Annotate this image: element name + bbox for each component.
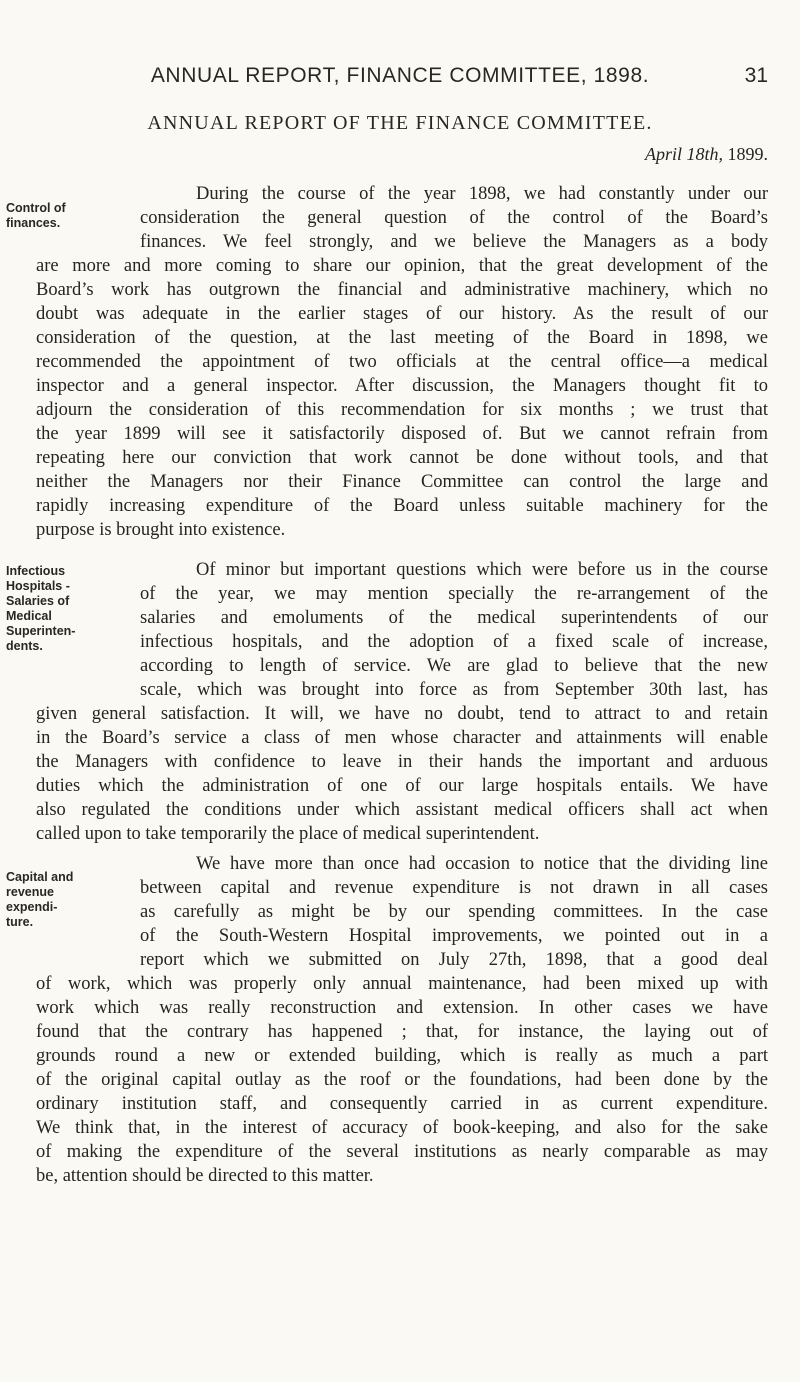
paragraph-line: according to length of service. We are glad to believe that the new bbox=[140, 656, 768, 676]
paragraph-line: We think that, in the interest of accuracy of book-keeping, and also for the sake bbox=[36, 1118, 768, 1138]
paragraph-line: inspector and a general inspector. After discussion, the Managers thought fit to bbox=[36, 376, 768, 396]
paragraph-line: of work, which was properly only annual maintenance, had been mixed up with bbox=[36, 974, 768, 994]
paragraph-capital-and-revenue bbox=[0, 852, 800, 1232]
paragraph-line: ordinary institution staff, and consequently carried in as current expenditure. bbox=[36, 1094, 768, 1114]
paragraph-line: the year 1899 will see it satisfactorily disposed of. But we cannot refrain from bbox=[36, 424, 768, 444]
paragraph-line: infectious hospitals, and the adoption of a fixed scale of increase, bbox=[140, 632, 768, 652]
paragraph-line: purpose is brought into existence. bbox=[36, 520, 286, 540]
paragraph-line: scale, which was brought into force as from September 30th last, has bbox=[140, 680, 768, 700]
page-number: 31 bbox=[744, 64, 768, 87]
paragraph-line: as carefully as might be by our spending committees. In the case bbox=[140, 902, 768, 922]
running-head bbox=[0, 64, 800, 104]
report-date-month-day: April 18th, bbox=[644, 144, 723, 164]
running-title: ANNUAL REPORT, FINANCE COMMITTEE, 1898. bbox=[150, 64, 650, 87]
paragraph-line: of the original capital outlay as the roof or the foundations, had been done by the bbox=[36, 1070, 768, 1090]
paragraph-line: recommended the appointment of two officials at the central office—a medical bbox=[36, 352, 768, 372]
margin-note-control-of-finances: Control of finances. bbox=[6, 201, 66, 230]
paragraph-line: We have more than once had occasion to notice that the dividing line bbox=[196, 854, 768, 874]
paragraph-line: salaries and emoluments of the medical superintendents of our bbox=[140, 608, 768, 628]
paragraph-line: doubt was adequate in the earlier stages of our history. As the result of our bbox=[36, 304, 768, 324]
report-heading: ANNUAL REPORT OF THE FINANCE COMMITTEE. bbox=[147, 112, 653, 134]
report-date-year: 1899. bbox=[727, 144, 768, 164]
margin-note-infectious-hospitals: Infectious Hospitals - Salaries of Medical Superinten- dents. bbox=[6, 564, 76, 653]
paragraph-line: of the South-Western Hospital improvements, we pointed out in a bbox=[140, 926, 768, 946]
paragraph-control-of-finances bbox=[0, 182, 800, 562]
paragraph-line: of the year, we may mention specially the re-arrangement of the bbox=[140, 584, 768, 604]
report-date bbox=[500, 144, 768, 165]
margin-note-capital-and-revenue: Capital and revenue expendi- ture. bbox=[6, 870, 74, 929]
paragraph-line: called upon to take temporarily the place of medical superintendent. bbox=[36, 824, 540, 844]
paragraph-line: duties which the administration of one of our large hospitals entails. We have bbox=[36, 776, 768, 796]
paragraph-line: report which we submitted on July 27th, 1898, that a good deal bbox=[140, 950, 768, 970]
paragraph-line: given general satisfaction. It will, we have no doubt, tend to attract to and retain bbox=[36, 704, 768, 724]
paragraph-line: Of minor but important questions which were before us in the course bbox=[196, 560, 768, 580]
paragraph-line: rapidly increasing expenditure of the Board unless suitable machinery for the bbox=[36, 496, 768, 516]
paragraph-line: work which was really reconstruction and extension. In other cases we have bbox=[36, 998, 768, 1018]
paragraph-line: consideration the general question of the control of the Board’s bbox=[140, 208, 768, 228]
paragraph-line: neither the Managers nor their Finance Committee can control the large and bbox=[36, 472, 768, 492]
paragraph-line: found that the contrary has happened ; that, for instance, the laying out of bbox=[36, 1022, 768, 1042]
paragraph-line: between capital and revenue expenditure is not drawn in all cases bbox=[140, 878, 768, 898]
paragraph-line: Board’s work has outgrown the financial and administrative machinery, which no bbox=[36, 280, 768, 300]
paragraph-line: be, attention should be directed to this matter. bbox=[36, 1166, 374, 1186]
paragraph-line: the Managers with confidence to leave in their hands the important and arduous bbox=[36, 752, 768, 772]
paragraph-line: also regulated the conditions under which assistant medical officers shall act when bbox=[36, 800, 768, 820]
paragraph-line: During the course of the year 1898, we had constantly under our bbox=[196, 184, 768, 204]
paragraph-line: of making the expenditure of the several institutions as nearly comparable as may bbox=[36, 1142, 768, 1162]
paragraph-line: finances. We feel strongly, and we believe the Managers as a body bbox=[140, 232, 768, 252]
paragraph-line: repeating here our conviction that work cannot be done without tools, and that bbox=[36, 448, 768, 468]
paragraph-line: are more and more coming to share our opinion, that the great development of the bbox=[36, 256, 768, 276]
paragraph-line: grounds round a new or extended building, which is really as much a part bbox=[36, 1046, 768, 1066]
paragraph-line: consideration of the question, at the last meeting of the Board in 1898, we bbox=[36, 328, 768, 348]
paragraph-line: adjourn the consideration of this recommendation for six months ; we trust that bbox=[36, 400, 768, 420]
paragraph-line: in the Board’s service a class of men whose character and attainments will enable bbox=[36, 728, 768, 748]
